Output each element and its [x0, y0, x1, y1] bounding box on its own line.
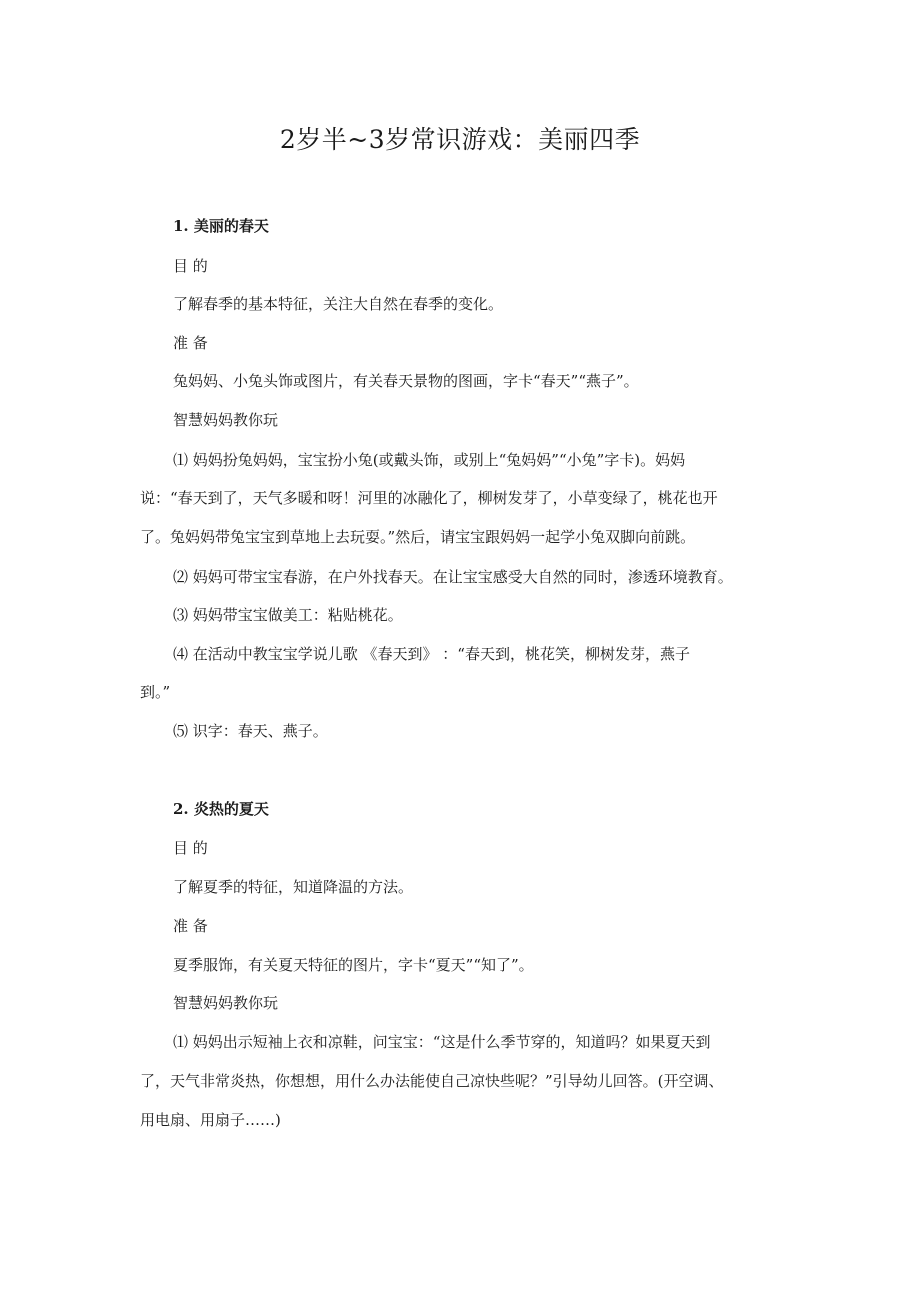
goal-text: 了解夏季的特征，知道降温的方法。 — [173, 878, 414, 896]
goal-text: 了解春季的基本特征，关注大自然在春季的变化。 — [173, 295, 504, 313]
step-4-line-2: 到。” — [140, 683, 171, 701]
step-3: ⑶ 妈妈带宝宝做美工：粘贴桃花。 — [173, 606, 403, 624]
section-heading-summer: 2. 炎热的夏天 — [173, 800, 269, 818]
step-1-line-1: ⑴ 妈妈扮兔妈妈，宝宝扮小兔(或戴头饰，或别上“兔妈妈”“小兔”字卡)。妈妈 — [173, 451, 686, 469]
play-label: 智慧妈妈教你玩 — [173, 994, 279, 1012]
step-5: ⑸ 识字：春天、燕子。 — [173, 722, 328, 740]
step-1-line-1: ⑴ 妈妈出示短袖上衣和凉鞋，问宝宝：“这是什么季节穿的，知道吗？如果夏天到 — [173, 1033, 711, 1051]
goal-label: 目 的 — [173, 839, 208, 857]
goal-label: 目 的 — [173, 257, 208, 275]
prep-label: 准 备 — [173, 334, 208, 352]
step-4-line-1: ⑷ 在活动中教宝宝学说儿歌 《春天到》 ：“春天到，桃花笑，柳树发芽，燕子 — [173, 645, 690, 663]
play-label: 智慧妈妈教你玩 — [173, 411, 279, 429]
step-1-line-3: 用电扇、用扇子……) — [140, 1111, 281, 1129]
step-1-line-2: 了，天气非常炎热，你想想，用什么办法能使自己凉快些呢？”引导幼儿回答。(开空调、 — [140, 1072, 724, 1090]
prep-text: 夏季服饰，有关夏天特征的图片，字卡“夏天”“知了”。 — [173, 956, 534, 974]
prep-text: 兔妈妈、小兔头饰或图片，有关春天景物的图画，字卡“春天”“燕子”。 — [173, 372, 639, 390]
step-1-line-3: 了。兔妈妈带兔宝宝到草地上去玩耍。”然后，请宝宝跟妈妈一起学小兔双脚向前跳。 — [140, 528, 696, 546]
step-2: ⑵ 妈妈可带宝宝春游，在户外找春天。在让宝宝感受大自然的同时，渗透环境教育。 — [173, 568, 733, 586]
prep-label: 准 备 — [173, 917, 208, 935]
step-1-line-2: 说：“春天到了，天气多暖和呀！河里的冰融化了，柳树发芽了，小草变绿了，桃花也开 — [140, 489, 718, 507]
document-title: 2岁半~3岁常识游戏：美丽四季 — [279, 125, 641, 154]
section-heading-spring: 1. 美丽的春天 — [173, 217, 269, 235]
